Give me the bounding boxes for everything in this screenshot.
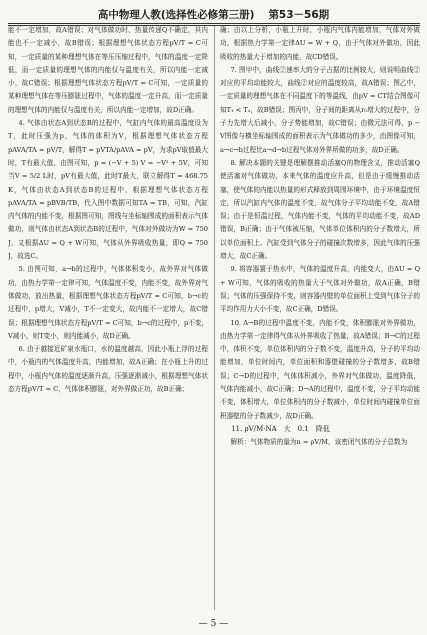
paragraph-q9: 9. 将容器置于热水中，气体的温度升高，内能变大，由ΔU = Q + W可知，气体的吸收的热量大于气体对外做功，故A正确，B错误；气体的压强保持不变，则容器内壁的单位面积上受到气体分子的平均作用力大小不变，故C正确，D错误。 (220, 265, 420, 314)
column-divider (214, 26, 215, 610)
page-header (0, 6, 427, 24)
header-issue: 第53－56期 (268, 9, 330, 21)
paragraph-q5: 5. 由图可知，a→b的过程中，气体体积变小，故外界对气体做功，由热力学第一定律可知，气体温度不变，内能不变，故外界对气体做功，放出热量，根据理想气体状态方程pV/T = C可知，b→c的过程中，p增大，V减小，T不一定变大，故内能不一定增大，故C错误；根据理想气体状态方程pV/T = C可知，b→c的过程中，p不变，V减小，则T变小，则内能减小，故D正确。 (8, 265, 208, 340)
right-column (220, 24, 420, 612)
left-column (8, 24, 208, 612)
paragraph-q10: 10. A→B的过程中温度不变，内能不变，体积膨胀对外界做功，由热力学第一定律得气体从外界吸收了热量，故A错误；B→C的过程中，体积不变，单位体积内的分子数不变，温度升高，分子的平均动能增加，单位时间内，单位面积和器壁碰撞的分子数增多，故B错误；C→D的过程中，气体体积减小，外界对气体做功，温度降低，气体内能减小，故C正确；D→A的过程中，温度不变，分子平均动能不变，体积增大，单位体积内的分子数减小，单位时间内碰撞单位面积器壁的分子数减少，故D正确。 (220, 318, 420, 420)
paragraph-q8: 8. 解决本题的关键是理解摆推动活塞Q的物理含义，推动活塞Q使活塞对气体做功，本来气体的温度应升高，但是由于缓慢推动活塞，使气体的内能以热量的形式释放到周围环境中，由于环境温度恒定，所以汽缸内气体的温度不变，故气体分子平均动能不变，故A错误；由于是恒温过程，气体内能不变，气体的平均动能不变，故AD错误，B正确；由于气体被压缩，气体单位体积内的分子数增大，所以单位面积上、汽缸受到气体分子的碰撞次数增多，因此气体的压强增大，故C正确。 (220, 158, 420, 261)
paragraph-q4: 4. 气体由状态A到状态B的过程中，气缸内气体的最高温度设为T，此时压强为p，气体的体积为V，根据理想气体状态方程pAVA/TA = pV/T，解得T = pVTA/pAVA = pV，为求pV取值最大时，T有最大值，由图可知，p = (−V + 5) V = −V² + 5V，可知当V = 5/2 L时，pV有最大值，此时T最大，联立解得T = 468.75 K，气体由状态A到状态B的过程中，根据理想气体状态方程pAVA/TA = pBVB/TB，代入图中数据可知TA = TB，可知，汽缸内气体的内能不变，根据图可知，图线与坐标轴围成的面积表示气体做功，则气体由状态A到状态B的过程中，气体对外做功为W = 750 J，又根据ΔU = Q + W可知，气体从外界吸收热量，即Q = 750 J，故选C。 (8, 119, 208, 261)
paragraph-q11-explanation: 解析：气体物质的量为n = ρV/M，该密闭气体的分子总数为 (230, 438, 408, 447)
paragraph-q7: 7. 图甲中，曲线②速率大的分子占据的比例较大，则说明曲线②对应的平均动能较大，曲线②对应的温度较高，故A错误；图乙中，一定质量的理想气体在不同温度下的等温线，由pV = CT结合图像可知T₁ < T₂，故B错误；图丙中，分子间的距离从r₀增大的过程中，分子力先增大后减小，分子势能增加，故C错误；由微元法可得，p − V图像与横坐标轴围成的面积表示为气体做功的多少，由图像可知，a→c→b过程比a→d→b过程气体对外界所做的功多，故D正确。 (220, 65, 420, 154)
paragraph-q11-answer: 11. ρV/M·NA 大 0.1 降低 (231, 424, 330, 433)
paragraph-q6: 6. 由于越接近矿泉水瓶口，水的温度越高，因此小瓶上浮的过程中，小瓶内的气体温度升高，内能增加，故A正确；在小瓶上升的过程中，小瓶内气体的温度逐渐升高，压强逐渐减小，根据理想气体状态方程pV/T = C，气体体积膨胀，对外界做正功，故B正确； (8, 345, 208, 394)
paragraph-q6-continued: 确；由以上分析，小瓶上升时，小瓶内气体内能增加，气体对外做功，根据热力学第一定律ΔU = W + Q，由于气体对外做功，因此吸收的热量大于增加的内能，故CD错误。 (220, 26, 420, 61)
paragraph-q3-continued: 能不一定增加，故A错误；对气体做功时，热量传递Q不确定，其内能也不一定减小，故B错误；根据理想气体状态方程pV/T = C可知，一定质量的某种理想气体在等压压缩过程中，气体的温度一定降低，而一定质量的理想气体的内能仅与温度有关，所以内能一定减小，故C错误；根据理想气体状态方程pV/T = C可知，一定质量的某种理想气体在等压膨胀过程中，气体的温度一定升高，而一定质量的理想气体的内能仅与温度有关，所以内能一定增加，故D正确。 (8, 26, 208, 114)
header-title: 高中物理人教(选择性必修第三册) (97, 9, 255, 21)
page-number: — 5 — (198, 619, 229, 629)
